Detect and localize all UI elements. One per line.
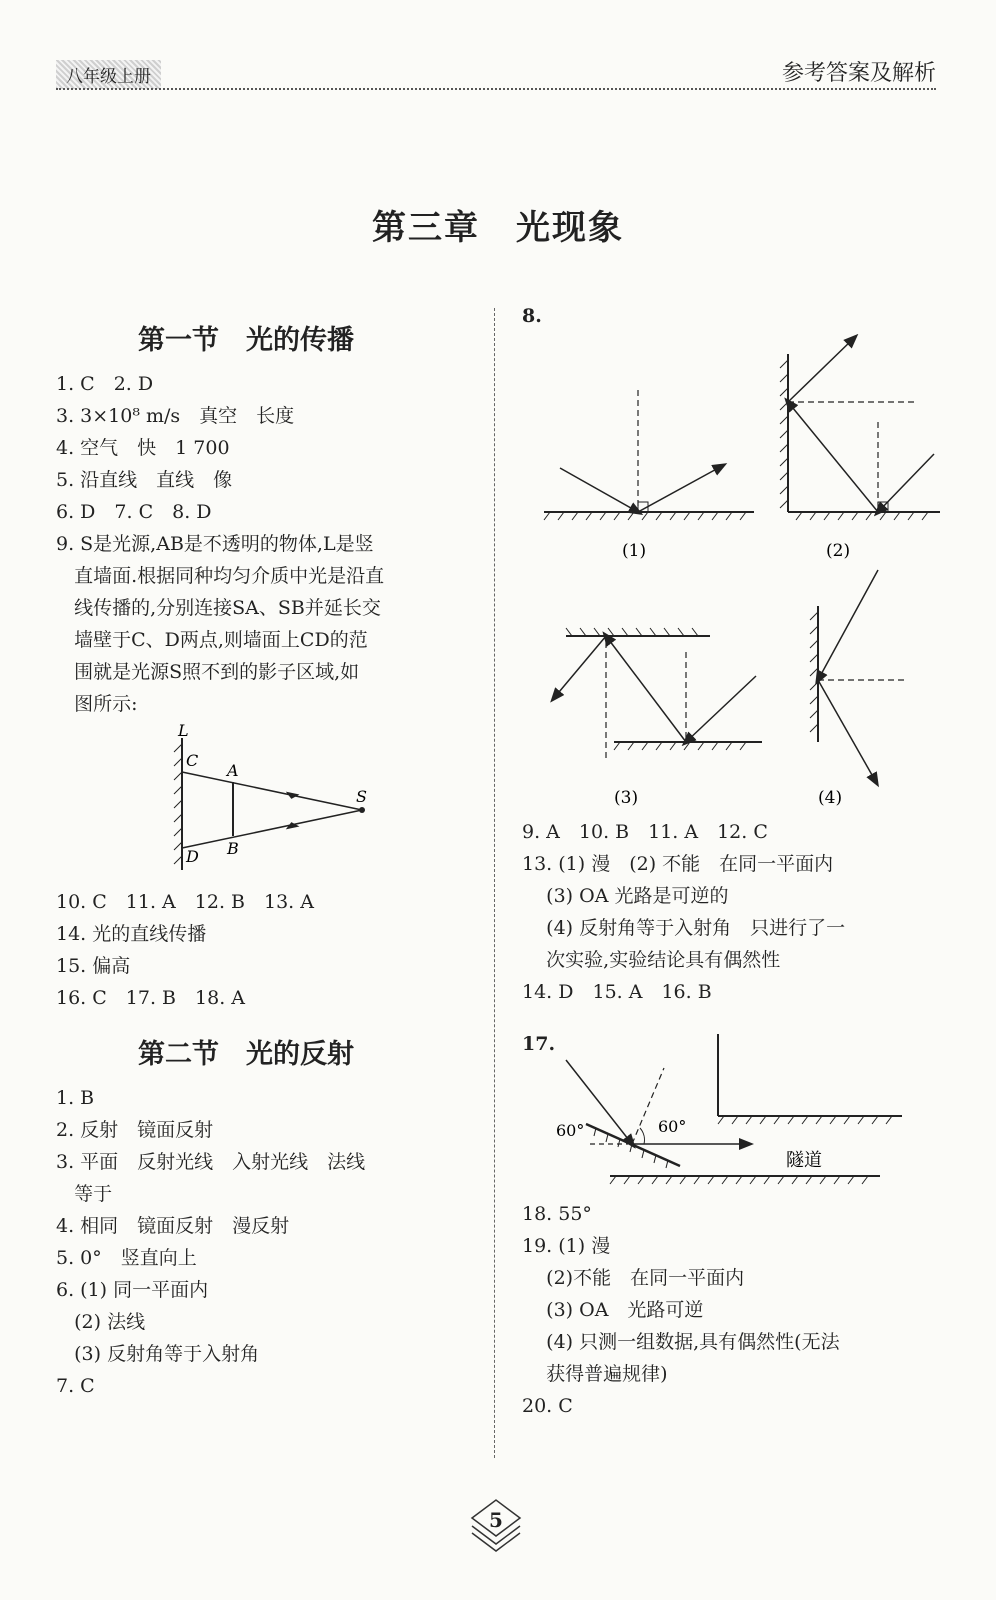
answer-line: 15. 偏高 [56, 955, 131, 977]
reflection-diagrams [530, 330, 960, 820]
question-8-label: 8. [522, 305, 542, 327]
answer-line: 4. 空气 快 1 700 [56, 437, 230, 459]
answer-line: 等于 [56, 1183, 113, 1205]
column-divider [494, 308, 495, 1458]
angle-label-1: 60° [556, 1121, 585, 1140]
section-1-more-answers [56, 886, 314, 1014]
answer-key-title: 参考答案及解析 [781, 61, 936, 86]
right-answers-2 [522, 1198, 840, 1422]
tunnel-mirror-diagram [540, 1030, 910, 1190]
answer-line: 直墙面.根据同种均匀介质中光是沿直 [56, 565, 385, 587]
section-2-answers [56, 1082, 365, 1402]
answer-line: 图所示: [56, 693, 138, 715]
answer-line: 1. B [56, 1087, 95, 1109]
answer-line: 4. 相同 镜面反射 漫反射 [56, 1215, 290, 1237]
answer-line: 线传播的,分别连接SA、SB并延长交 [56, 597, 381, 619]
label-D: D [186, 847, 199, 866]
tunnel-label: 隧道 [786, 1150, 822, 1171]
right-answers-1 [522, 816, 845, 1008]
answer-line: (3) 反射角等于入射角 [56, 1343, 260, 1365]
answer-line: 2. 反射 镜面反射 [56, 1119, 214, 1141]
answer-line: 次实验,实验结论具有偶然性 [522, 949, 781, 971]
answer-line: (3) OA 光路可逆 [522, 1299, 704, 1321]
caption-1: (1) [622, 541, 647, 561]
caption-3: (3) [614, 788, 639, 808]
section-1-answers [56, 368, 384, 720]
answer-line: 14. 光的直线传播 [56, 923, 207, 945]
label-S: S [356, 787, 367, 806]
header-divider [56, 88, 936, 90]
answer-line: (3) OA 光路是可逆的 [522, 885, 729, 907]
question-17-label: 17. [522, 1033, 556, 1055]
label-L: L [178, 721, 189, 740]
page-number: 5 [489, 1508, 503, 1532]
answer-line: 9. S是光源,AB是不透明的物体,L是竖 [56, 533, 374, 555]
answer-line: 10. C 11. A 12. B 13. A [56, 891, 314, 913]
answer-line: 5. 沿直线 直线 像 [56, 469, 233, 491]
answer-line: (2) 法线 [56, 1311, 146, 1333]
answer-line: 20. C [522, 1395, 573, 1417]
answer-line: 6. D 7. C 8. D [56, 501, 212, 523]
answer-line: (4) 反射角等于入射角 只进行了一 [522, 917, 846, 939]
section-2-title: 第二节 光的反射 [138, 1039, 354, 1070]
answer-line: (2)不能 在同一平面内 [522, 1267, 745, 1289]
answer-line: 3. 3×10⁸ m/s 真空 长度 [56, 405, 295, 427]
answer-line: 墙壁于C、D两点,则墙面上CD的范 [56, 629, 368, 651]
label-A: A [227, 761, 239, 780]
answer-line: 1. C 2. D [56, 373, 154, 395]
answer-line: 14. D 15. A 16. B [522, 981, 712, 1003]
answer-line: 围就是光源S照不到的影子区域,如 [56, 661, 360, 683]
answer-line: 13. (1) 漫 (2) 不能 在同一平面内 [522, 853, 834, 875]
answer-line: 5. 0° 竖直向上 [56, 1247, 197, 1269]
answer-line: (4) 只测一组数据,具有偶然性(无法 [522, 1331, 840, 1353]
grade-label: 八年级上册 [56, 60, 161, 89]
caption-4: (4) [818, 788, 843, 808]
answer-line: 3. 平面 反射光线 入射光线 法线 [56, 1151, 366, 1173]
answer-line: 16. C 17. B 18. A [56, 987, 245, 1009]
chapter-title: 第三章 光现象 [372, 208, 624, 248]
answer-line: 6. (1) 同一平面内 [56, 1279, 209, 1301]
label-B: B [227, 839, 239, 858]
caption-2: (2) [826, 541, 851, 561]
answer-line: 18. 55° [522, 1203, 592, 1225]
answer-line: 7. C [56, 1375, 95, 1397]
angle-label-2: 60° [658, 1117, 687, 1136]
answer-line: 19. (1) 漫 [522, 1235, 611, 1257]
answer-line: 9. A 10. B 11. A 12. C [522, 821, 768, 843]
answer-line: 获得普遍规律) [522, 1363, 668, 1385]
label-C: C [186, 751, 199, 770]
section-1-title: 第一节 光的传播 [138, 325, 354, 356]
shadow-diagram [160, 720, 390, 880]
